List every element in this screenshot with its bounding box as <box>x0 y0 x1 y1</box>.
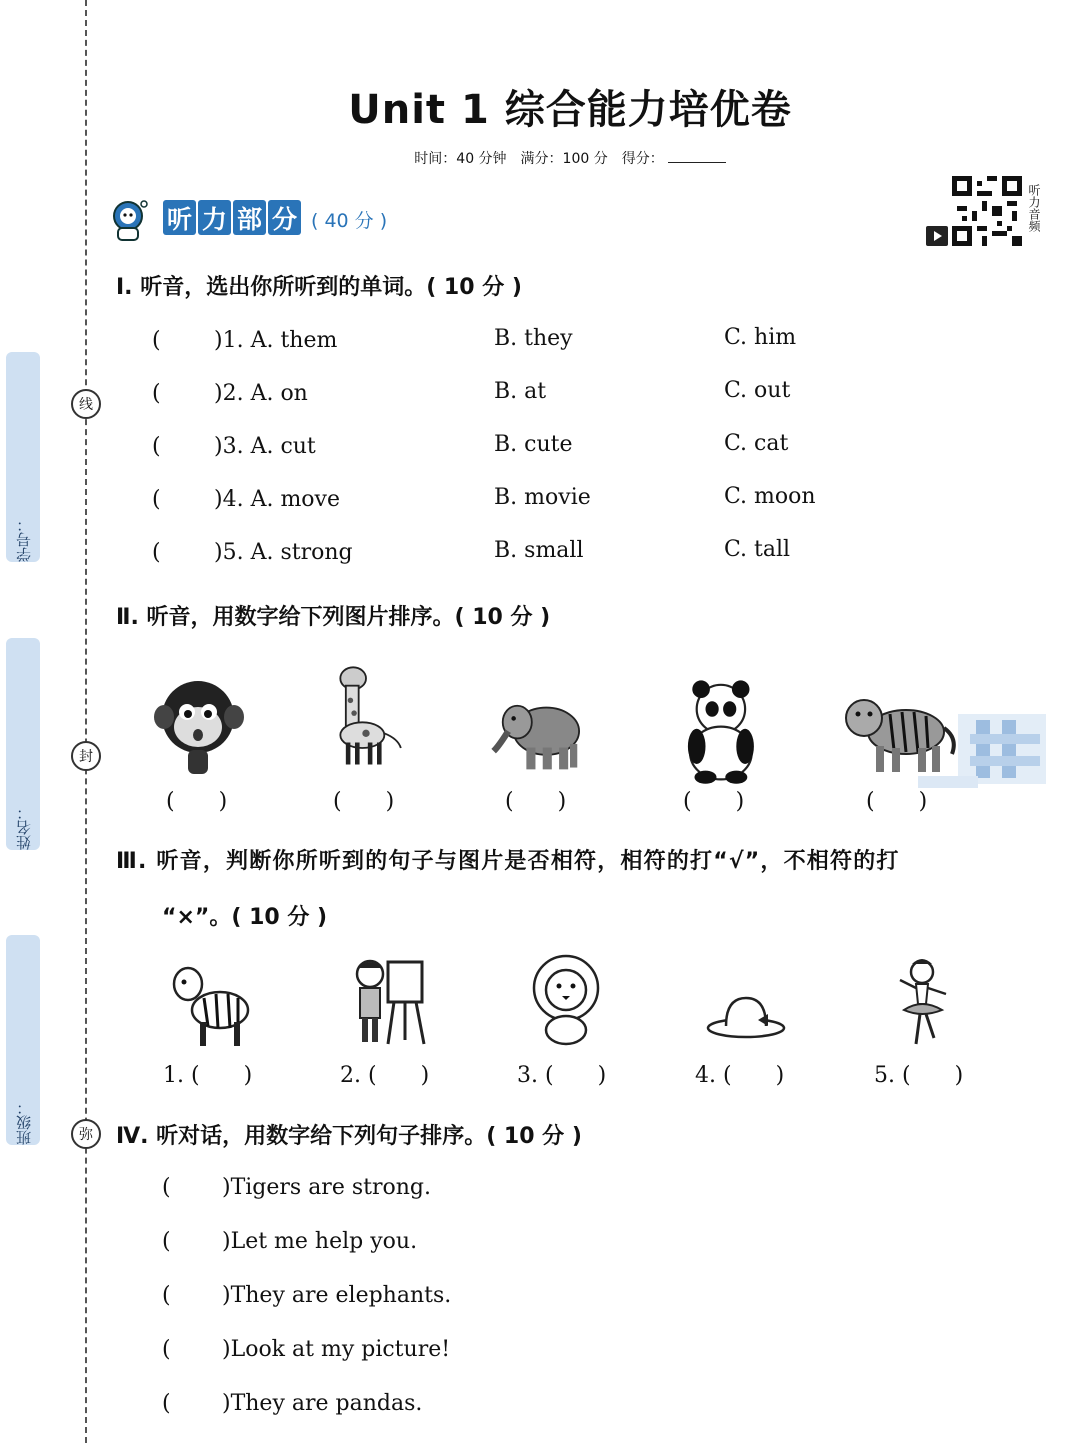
part1-paren[interactable]: ( <box>152 328 161 353</box>
part2-answer-blank[interactable]: ( ) <box>505 789 567 814</box>
part1-option-c: C. cat <box>724 431 789 456</box>
astronaut-icon <box>106 196 154 244</box>
part4-paren[interactable]: ( <box>162 1337 171 1362</box>
part4-paren[interactable]: ( <box>162 1391 171 1416</box>
giraffe-icon <box>316 660 416 770</box>
listening-char: 力 <box>198 200 231 235</box>
part4-sentence: )They are elephants. <box>222 1283 452 1308</box>
seal-seal-mark: 封 <box>71 741 101 771</box>
part3-answer-blank[interactable]: 5. ( ) <box>874 1063 964 1088</box>
binding-dashed-line <box>85 0 87 1443</box>
part2-answer-blank[interactable]: ( ) <box>866 789 928 814</box>
student-number-tab <box>6 352 40 562</box>
dancing-girl-icon <box>894 954 954 1050</box>
part1-title: Ⅰ. 听音，选出你所听到的单词。( 10 分 ) <box>116 275 522 300</box>
part1-paren[interactable]: ( <box>152 540 161 565</box>
part1-option-a: )2. A. on <box>214 381 308 406</box>
part1-option-c: C. him <box>724 325 797 350</box>
part1-option-c: C. tall <box>724 537 791 562</box>
part4-sentence: )They are pandas. <box>222 1391 423 1416</box>
name-label: 姓名： <box>14 805 33 850</box>
part4-paren[interactable]: ( <box>162 1283 171 1308</box>
part4-title: Ⅳ. 听对话，用数字给下列句子排序。( 10 分 ) <box>116 1124 582 1149</box>
part4-sentence: )Tigers are strong. <box>222 1175 431 1200</box>
part1-option-b: B. movie <box>494 485 591 510</box>
zebra-icon <box>164 956 260 1052</box>
part3-answer-blank[interactable]: 1. ( ) <box>163 1063 253 1088</box>
part1-option-c: C. out <box>724 378 791 403</box>
score-blank[interactable] <box>668 162 726 163</box>
listening-score: ( 40 分 ) <box>311 210 388 232</box>
part3-answer-blank[interactable]: 3. ( ) <box>517 1063 607 1088</box>
qr-audio-label: 听力音频 <box>1027 184 1041 232</box>
exam-meta <box>0 148 1080 168</box>
part1-paren[interactable]: ( <box>152 487 161 512</box>
panda-icon <box>672 676 772 786</box>
part1-option-b: B. they <box>494 326 573 351</box>
part1-option-a: )5. A. strong <box>214 540 353 565</box>
part2-answer-blank[interactable]: ( ) <box>333 789 395 814</box>
part1-option-c: C. moon <box>724 484 816 509</box>
part1-option-b: B. small <box>494 538 584 563</box>
page-title: Unit 1 综合能力培优卷 <box>348 87 792 133</box>
part1-option-b: B. cute <box>494 432 573 457</box>
exam-meta-text: 时间：40 分钟 满分：100 分 得分： <box>414 151 664 167</box>
class-label: 班级： <box>14 1100 33 1145</box>
elephant-icon <box>490 678 590 788</box>
seal-line-mark: 线 <box>71 389 101 419</box>
part2-answer-blank[interactable]: ( ) <box>166 789 228 814</box>
watermark-stamp <box>918 706 1046 792</box>
monkey-icon <box>150 672 250 782</box>
qr-code-icon[interactable] <box>952 176 1022 246</box>
seal-close-mark: 弥 <box>71 1119 101 1149</box>
part2-title: Ⅱ. 听音，用数字给下列图片排序。( 10 分 ) <box>116 605 551 630</box>
lion-icon <box>526 954 606 1048</box>
part1-paren[interactable]: ( <box>152 434 161 459</box>
part3-answer-blank[interactable]: 4. ( ) <box>695 1063 785 1088</box>
student-number-label: 学号： <box>14 517 33 562</box>
listening-char: 分 <box>268 200 301 235</box>
painting-boy-icon <box>348 954 434 1048</box>
name-tab <box>6 638 40 850</box>
part1-option-b: B. at <box>494 379 547 404</box>
play-icon[interactable] <box>926 226 948 246</box>
hat-icon <box>704 990 788 1040</box>
part1-option-a: )3. A. cut <box>214 434 316 459</box>
class-tab <box>6 935 40 1145</box>
part4-paren[interactable]: ( <box>162 1229 171 1254</box>
part1-option-a: )4. A. move <box>214 487 340 512</box>
part3-answer-blank[interactable]: 2. ( ) <box>340 1063 430 1088</box>
listening-char: 部 <box>233 200 266 235</box>
part1-paren[interactable]: ( <box>152 381 161 406</box>
part3-title-line2: “×”。( 10 分 ) <box>162 905 328 930</box>
part4-sentence: )Let me help you. <box>222 1229 418 1254</box>
part4-paren[interactable]: ( <box>162 1175 171 1200</box>
listening-section-heading <box>163 200 301 235</box>
part1-option-a: )1. A. them <box>214 328 338 353</box>
part2-answer-blank[interactable]: ( ) <box>683 789 745 814</box>
part4-sentence: )Look at my picture! <box>222 1337 451 1362</box>
listening-char: 听 <box>163 200 196 235</box>
part3-title-line1: Ⅲ. 听音，判断你所听到的句子与图片是否相符，相符的打“√”，不相符的打 <box>116 849 900 874</box>
